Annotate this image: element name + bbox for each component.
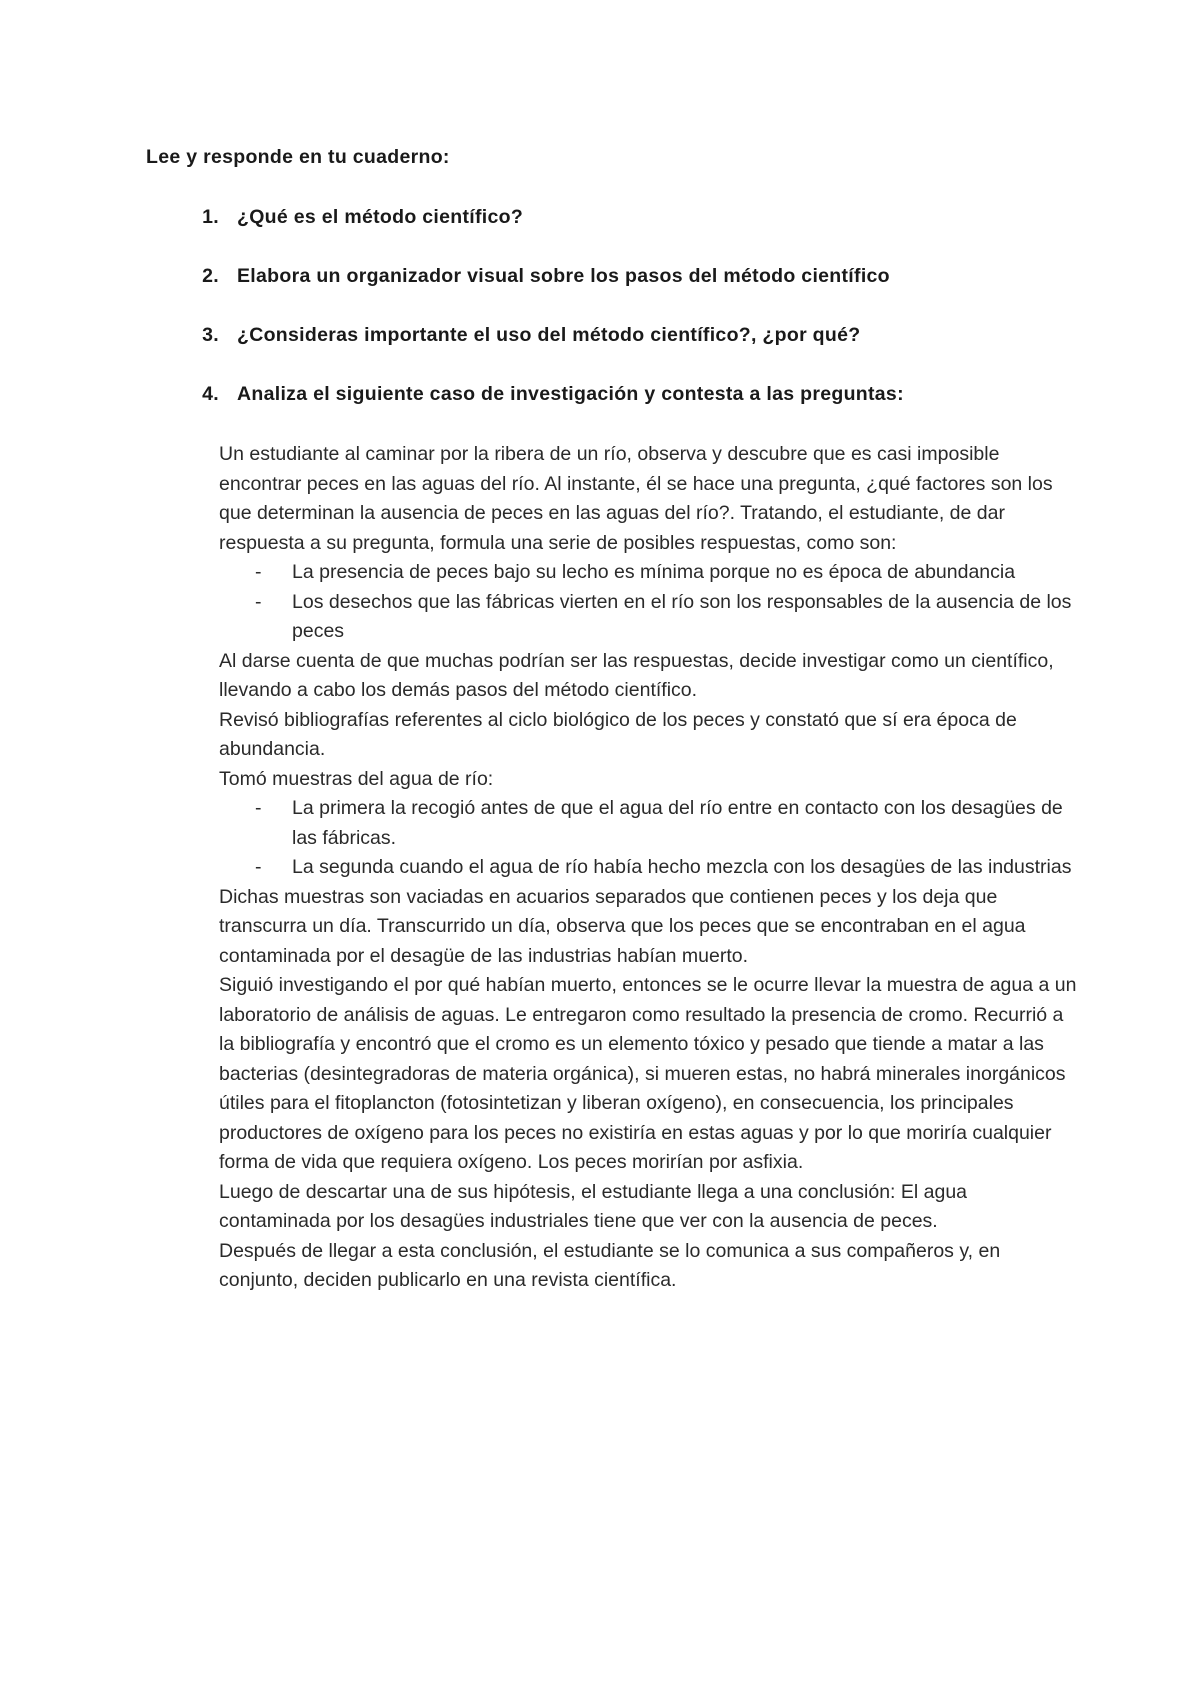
question-number: 4.	[202, 383, 219, 405]
instructions-heading: Lee y responde en tu cuaderno:	[146, 146, 450, 168]
list-item	[219, 853, 1079, 883]
question-text: ¿Qué es el método científico?	[237, 206, 524, 228]
case-samples-intro: Tomó muestras del agua de río:	[219, 767, 494, 790]
list-item	[219, 794, 1079, 853]
hypothesis-text: Los desechos que las fábricas vierten en el río son los responsables de la ausencia de los peces	[292, 590, 1072, 642]
case-intro: Un estudiante al caminar por la ribera de un río, observa y descubre que es casi imposible encontrar peces en las aguas del río. Al instante, él se hace una pregunta, ¿qué factores son los que determinan la ausencia de peces en las aguas del río?. Tratando, el estudiante, de dar respuesta a su pregunta, formula una serie de posibles respuestas, como son:	[219, 443, 1053, 554]
question-number: 2.	[202, 265, 219, 287]
bullet-dash: -	[255, 797, 262, 819]
question-text: Elabora un organizador visual sobre los pasos del método científico	[237, 265, 890, 287]
question-1	[146, 206, 523, 229]
bullet-dash: -	[255, 590, 262, 613]
bullet-dash: -	[255, 561, 262, 583]
case-aquariums: Dichas muestras son vaciadas en acuarios separados que contienen peces y los deja que transcurra un día. Transcurrido un día, observa que los peces que se encontraban en el agua contaminada por el desagüe de las industrias habían muerto.	[219, 885, 1026, 967]
question-number: 3.	[202, 324, 219, 346]
case-publish: Después de llegar a esta conclusión, el estudiante se lo comunica a sus compañeros y, en conjunto, deciden publicarlo en una revista científica.	[219, 1239, 1001, 1291]
question-number: 1.	[202, 206, 219, 228]
case-lab: Siguió investigando el por qué habían muerto, entonces se le ocurre llevar la muestra de agua a un laboratorio de análisis de aguas. Le entregaron como resultado la presencia de cromo. Recurrió a la bibliografía y encontró que el cromo es un elemento tóxico y pesado que tiende a matar a las bacterias (desintegradoras de materia orgánica), si mueren estas, no habrá minerales inorgánicos útiles para el fitoplancton (fotosintetizan y liberan oxígeno), en consecuencia, los principales productores de oxígeno para los peces no existiría en estas aguas y por lo que moriría cualquier forma de vida que requiera oxígeno. Los peces morirían por asfixia.	[219, 974, 1077, 1173]
hypotheses-list	[219, 558, 1079, 647]
case-review: Revisó bibliografías referentes al ciclo biológico de los peces y constató que sí era época de abundancia.	[219, 708, 1017, 760]
case-study	[219, 440, 1079, 1296]
question-4	[146, 383, 904, 406]
question-3	[146, 324, 860, 347]
case-conclusion: Luego de descartar una de sus hipótesis, el estudiante llega a una conclusión: El agua contaminada por los desagües industriales tiene que ver con la ausencia de peces.	[219, 1180, 968, 1232]
question-2	[146, 265, 890, 288]
question-text: Analiza el siguiente caso de investigación y contesta a las preguntas:	[237, 383, 904, 405]
sample-text: La segunda cuando el agua de río había hecho mezcla con los desagües de las industrias	[292, 856, 1072, 878]
samples-list	[219, 794, 1079, 883]
list-item	[219, 588, 1079, 647]
sample-text: La primera la recogió antes de que el agua del río entre en contacto con los desagües de las fábricas.	[292, 797, 1063, 849]
list-item	[219, 558, 1079, 588]
hypothesis-text: La presencia de peces bajo su lecho es mínima porque no es época de abundancia	[292, 561, 1016, 583]
bullet-dash: -	[255, 856, 262, 878]
case-investigate: Al darse cuenta de que muchas podrían ser las respuestas, decide investigar como un científico, llevando a cabo los demás pasos del método científico.	[219, 649, 1054, 701]
question-text: ¿Consideras importante el uso del método científico?, ¿por qué?	[237, 324, 861, 346]
